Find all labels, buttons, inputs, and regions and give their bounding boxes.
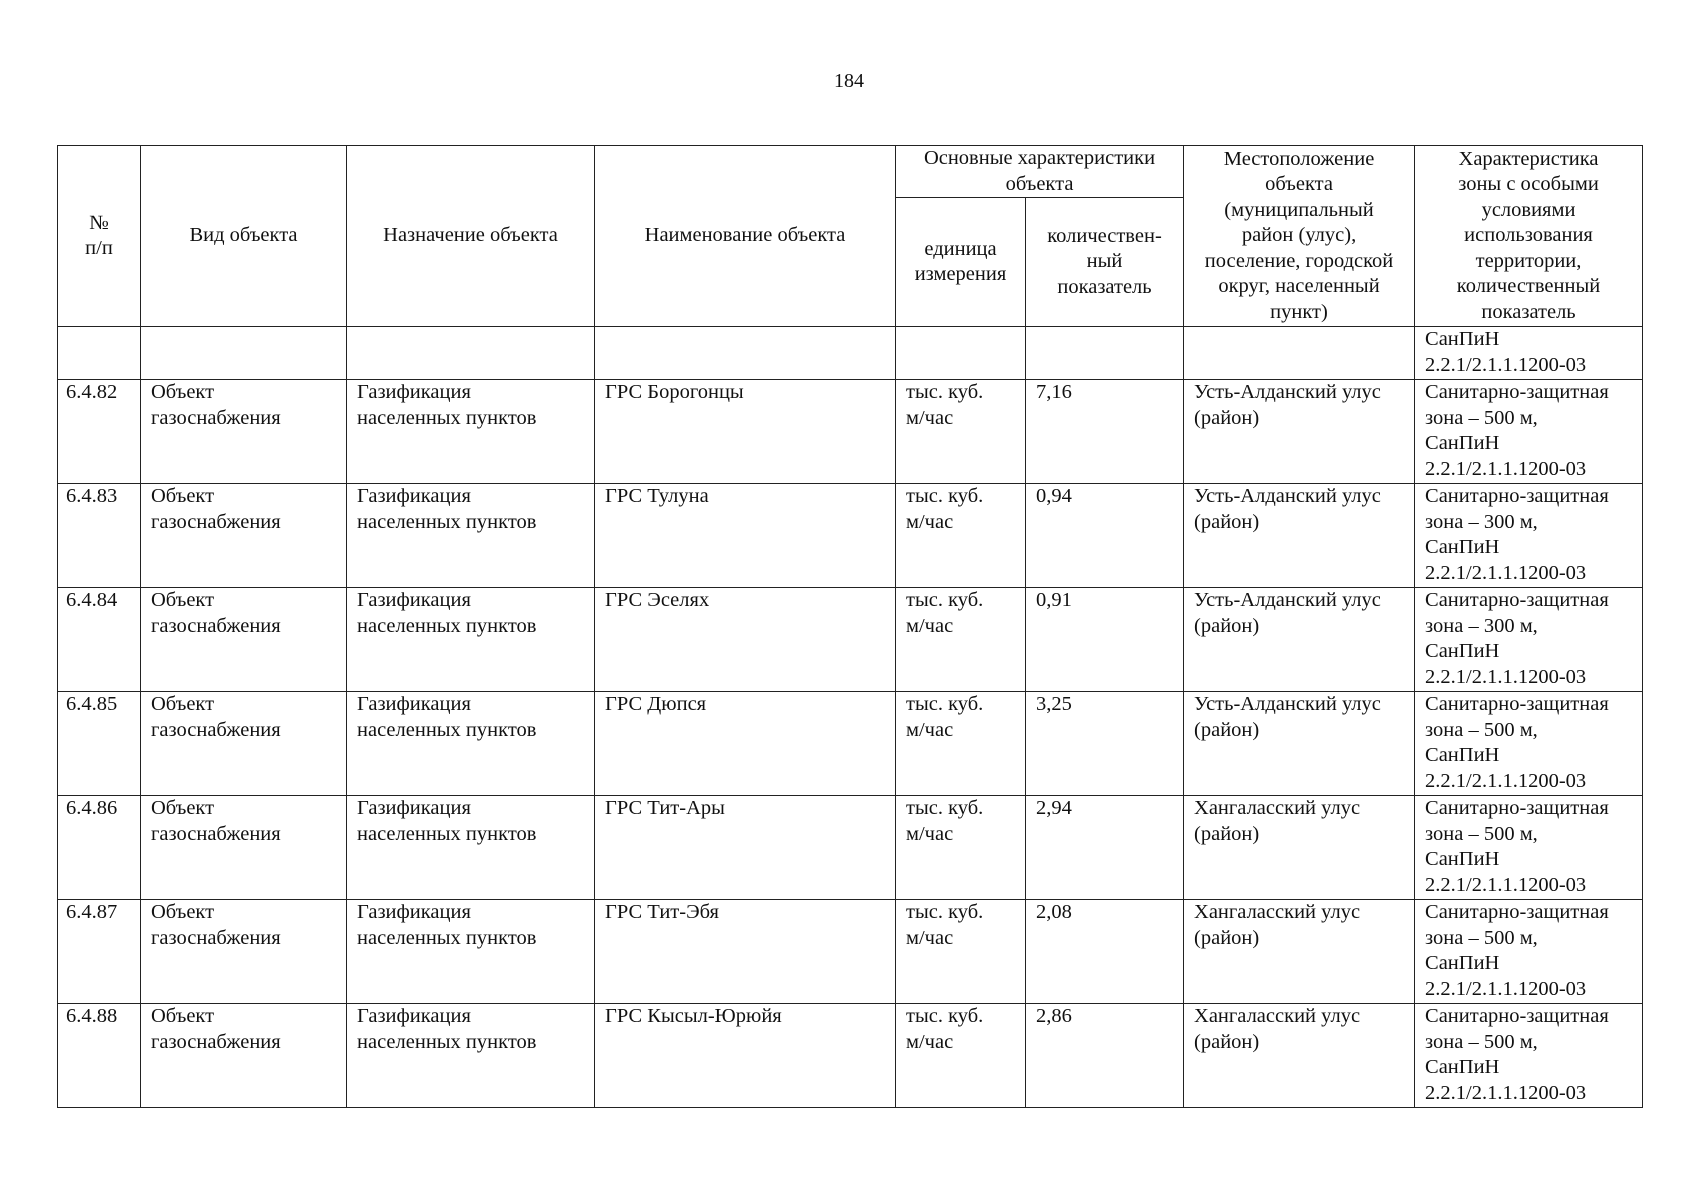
page-number: 184 xyxy=(834,70,864,92)
objects-table xyxy=(57,145,1643,1108)
cell-quantity: 0,94 xyxy=(1026,484,1184,588)
cell-unit: тыс. куб. м/час xyxy=(896,900,1026,1004)
header-type: Вид объекта xyxy=(141,146,347,327)
cell-num: 6.4.87 xyxy=(58,900,141,1004)
cell-name: ГРС Эселях xyxy=(595,588,896,692)
cell-name: ГРС Тулуна xyxy=(595,484,896,588)
table-row xyxy=(58,380,1643,484)
cell-purpose xyxy=(347,327,595,380)
cell-unit: тыс. куб. м/час xyxy=(896,484,1026,588)
cell-name: ГРС Борогонцы xyxy=(595,380,896,484)
cell-quantity: 2,08 xyxy=(1026,900,1184,1004)
cell-location: Хангаласский улус (район) xyxy=(1184,1004,1415,1108)
cell-type: Объект газоснабжения xyxy=(141,692,347,796)
cell-type: Объект газоснабжения xyxy=(141,588,347,692)
cell-unit: тыс. куб. м/час xyxy=(896,692,1026,796)
cell-type: Объект газоснабжения xyxy=(141,1004,347,1108)
header-unit: единица измерения xyxy=(896,198,1026,327)
header-num: № п/п xyxy=(58,146,141,327)
header-row-top xyxy=(58,146,1643,198)
cell-name: ГРС Кысыл-Юрюйя xyxy=(595,1004,896,1108)
continuation-row xyxy=(58,327,1643,380)
cell-zone: Санитарно-защитная зона – 500 м, СанПиН 2.2.1/2.1.1.1200-03 xyxy=(1415,380,1643,484)
cell-quantity: 0,91 xyxy=(1026,588,1184,692)
cell-type: Объект газоснабжения xyxy=(141,796,347,900)
header-zone: Характеристика зоны с особыми условиями использования территории, количественный показатель xyxy=(1415,146,1643,327)
cell-name xyxy=(595,327,896,380)
cell-location: Хангаласский улус (район) xyxy=(1184,796,1415,900)
cell-num xyxy=(58,327,141,380)
cell-zone: Санитарно-защитная зона – 500 м, СанПиН 2.2.1/2.1.1.1200-03 xyxy=(1415,900,1643,1004)
cell-purpose: Газификация населенных пунктов xyxy=(347,692,595,796)
cell-zone: Санитарно-защитная зона – 300 м, СанПиН 2.2.1/2.1.1.1200-03 xyxy=(1415,588,1643,692)
cell-purpose: Газификация населенных пунктов xyxy=(347,1004,595,1108)
cell-location: Усть-Алданский улус (район) xyxy=(1184,692,1415,796)
cell-num: 6.4.86 xyxy=(58,796,141,900)
cell-purpose: Газификация населенных пунктов xyxy=(347,796,595,900)
table-row xyxy=(58,900,1643,1004)
header-quantity: количествен- ный показатель xyxy=(1026,198,1184,327)
table-row xyxy=(58,1004,1643,1108)
cell-quantity: 2,86 xyxy=(1026,1004,1184,1108)
cell-zone: Санитарно-защитная зона – 500 м, СанПиН 2.2.1/2.1.1.1200-03 xyxy=(1415,796,1643,900)
table-row xyxy=(58,588,1643,692)
table-row xyxy=(58,796,1643,900)
cell-purpose: Газификация населенных пунктов xyxy=(347,588,595,692)
cell-location: Хангаласский улус (район) xyxy=(1184,900,1415,1004)
cell-location: Усть-Алданский улус (район) xyxy=(1184,484,1415,588)
cell-type xyxy=(141,327,347,380)
cell-zone: Санитарно-защитная зона – 500 м, СанПиН 2.2.1/2.1.1.1200-03 xyxy=(1415,1004,1643,1108)
cell-quantity xyxy=(1026,327,1184,380)
cell-zone: СанПиН 2.2.1/2.1.1.1200-03 xyxy=(1415,327,1643,380)
cell-quantity: 3,25 xyxy=(1026,692,1184,796)
cell-quantity: 7,16 xyxy=(1026,380,1184,484)
header-main-characteristics: Основные характеристики объекта xyxy=(896,146,1184,198)
header-location: Местоположение объекта (муниципальный район (улус), поселение, городской округ, населенный пункт) xyxy=(1184,146,1415,327)
cell-location xyxy=(1184,327,1415,380)
cell-unit xyxy=(896,327,1026,380)
cell-unit: тыс. куб. м/час xyxy=(896,588,1026,692)
cell-unit: тыс. куб. м/час xyxy=(896,1004,1026,1108)
header-name: Наименование объекта xyxy=(595,146,896,327)
cell-name: ГРС Тит-Эбя xyxy=(595,900,896,1004)
cell-quantity: 2,94 xyxy=(1026,796,1184,900)
cell-type: Объект газоснабжения xyxy=(141,900,347,1004)
cell-purpose: Газификация населенных пунктов xyxy=(347,380,595,484)
cell-unit: тыс. куб. м/час xyxy=(896,796,1026,900)
cell-unit: тыс. куб. м/час xyxy=(896,380,1026,484)
cell-location: Усть-Алданский улус (район) xyxy=(1184,380,1415,484)
cell-name: ГРС Тит-Ары xyxy=(595,796,896,900)
cell-num: 6.4.88 xyxy=(58,1004,141,1108)
cell-zone: Санитарно-защитная зона – 500 м, СанПиН 2.2.1/2.1.1.1200-03 xyxy=(1415,692,1643,796)
cell-num: 6.4.83 xyxy=(58,484,141,588)
cell-name: ГРС Дюпся xyxy=(595,692,896,796)
table-row xyxy=(58,484,1643,588)
cell-purpose: Газификация населенных пунктов xyxy=(347,484,595,588)
cell-num: 6.4.85 xyxy=(58,692,141,796)
cell-location: Усть-Алданский улус (район) xyxy=(1184,588,1415,692)
cell-num: 6.4.84 xyxy=(58,588,141,692)
header-purpose: Назначение объекта xyxy=(347,146,595,327)
cell-num: 6.4.82 xyxy=(58,380,141,484)
cell-purpose: Газификация населенных пунктов xyxy=(347,900,595,1004)
cell-type: Объект газоснабжения xyxy=(141,484,347,588)
cell-type: Объект газоснабжения xyxy=(141,380,347,484)
table-row xyxy=(58,692,1643,796)
cell-zone: Санитарно-защитная зона – 300 м, СанПиН 2.2.1/2.1.1.1200-03 xyxy=(1415,484,1643,588)
